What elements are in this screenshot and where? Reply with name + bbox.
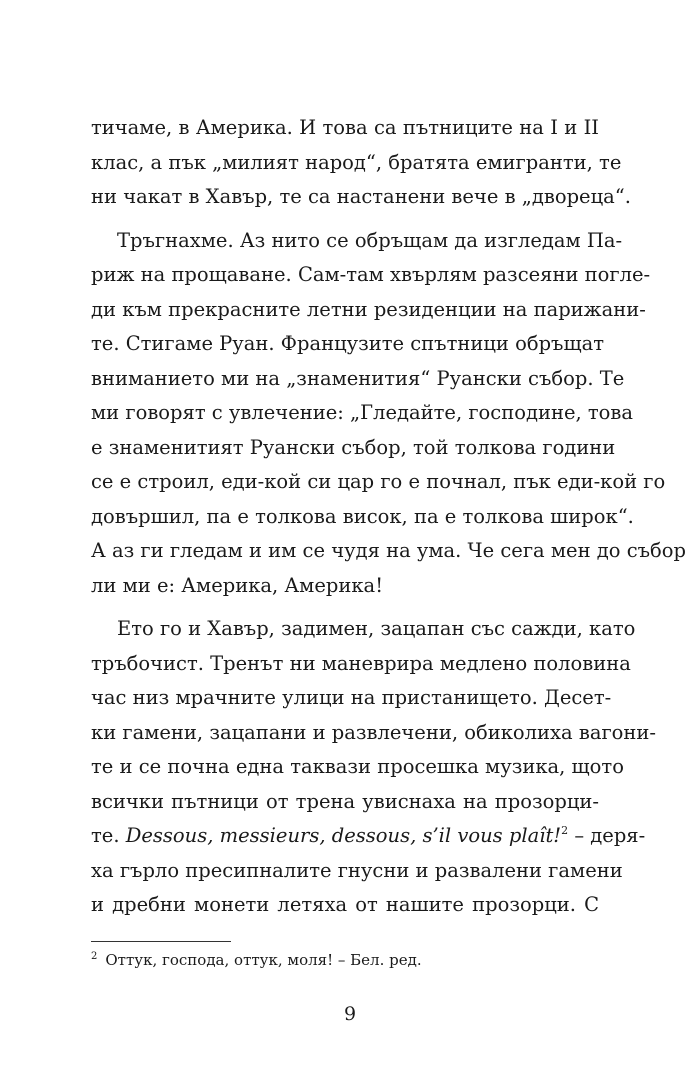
footnote (91, 946, 422, 971)
text-line: е знаменитият Руански събор, той толкова години (91, 435, 616, 459)
text-line: А аз ги гледам и им се чудя на ума. Че сега мен до събор (91, 539, 687, 562)
text-line: час низ мрачните улици на пристанището. Десет- (91, 686, 612, 709)
paragraph-3 (91, 612, 656, 923)
text-line: тръбочист. Тренът ни маневрира медлено половина (91, 651, 631, 675)
text-line: всички пътници от трена увиснаха на прозорци- (91, 789, 599, 813)
footnote-text: Оттук, господа, оттук, моля! – Бел. ред. (105, 951, 422, 969)
text-line-with-quote (91, 819, 646, 854)
page-number: 9 (343, 1003, 357, 1025)
french-quote: Dessous, messieurs, dessous, s’il vous plaît! (125, 824, 562, 847)
text-line: ми говорят с увлечение: „Гледайте, господине, това (91, 401, 634, 424)
text-line: Ето го и Хавър, задимен, зацапан със сажди, като (117, 617, 636, 640)
text-line: тичаме, в Америка. И това са пътниците на I и II (91, 116, 599, 139)
text-line: те и се почна една таквази просешка музика, щото (91, 755, 624, 778)
text-line: те. Стигаме Руан. Французите спътници обръщат (91, 332, 605, 355)
page-body (91, 111, 687, 923)
text-line: ха гърло пресипналите гнусни и развалени гамени (91, 858, 623, 882)
footnote-reference: 2 (561, 824, 569, 837)
text-line: клас, а пък „милият народ“, братята емигранти, те (91, 150, 622, 174)
text-prefix: те. (91, 824, 126, 847)
text-line: и дребни монети летяха от нашите прозорци. С (91, 893, 599, 916)
text-line: ли ми е: Америка, Америка! (91, 573, 384, 597)
text-line: ки гамени, зацапани и развлечени, обиколиха вагони- (91, 720, 656, 744)
text-line: ни чакат в Хавър, те са настанени вече в „двореца“. (91, 185, 631, 208)
text-line: вниманието ми на „знаменития“ Руански събор. Те (91, 366, 625, 390)
text-line: риж на прощаване. Сам-там хвърлям разсеяни погле- (91, 263, 651, 286)
text-line: Тръгнахме. Аз нито се обръщам да изгледам Па- (117, 228, 623, 252)
paragraph-2 (91, 224, 687, 604)
text-line: довършил, па е толкова висок, па е толкова широк“. (91, 504, 634, 528)
footnote-divider (91, 941, 231, 942)
text-line: ди към прекрасните летни резиденции на парижани- (91, 297, 646, 321)
text-line: се е строил, еди-кой си цар го е почнал, пък еди-кой го (91, 470, 666, 493)
text-suffix: – деря- (568, 824, 646, 847)
paragraph-1 (91, 111, 631, 215)
footnote-marker: 2 (91, 951, 98, 962)
